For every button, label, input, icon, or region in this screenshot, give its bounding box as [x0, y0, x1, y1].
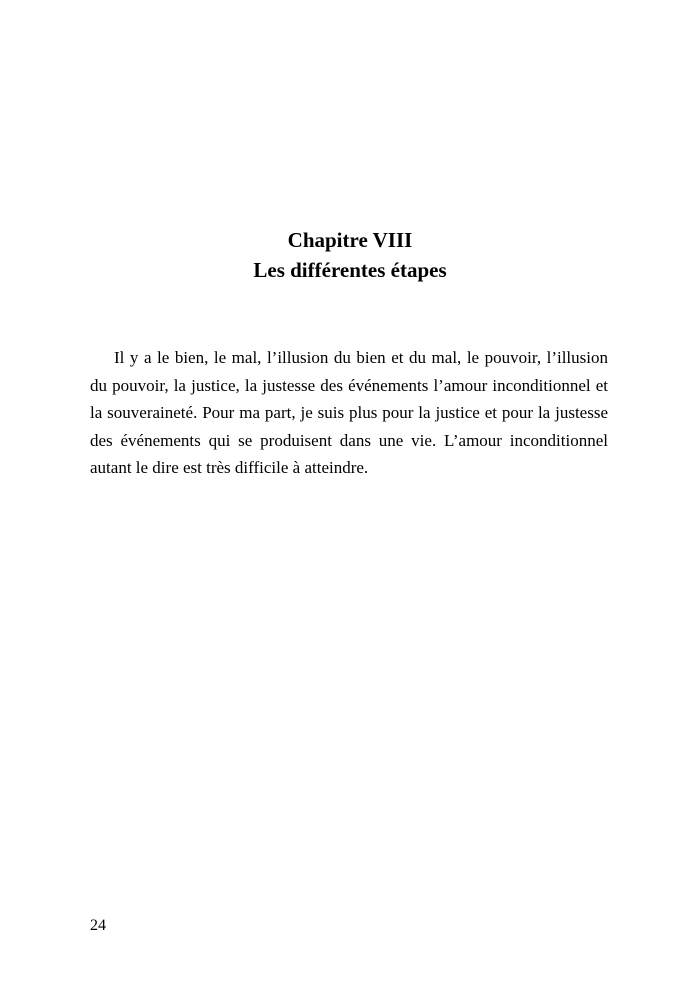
chapter-number: Chapitre VIII [287, 228, 413, 252]
chapter-title: Les différentes étapes [253, 258, 447, 282]
page-number: 24 [90, 917, 106, 934]
body-paragraph: Il y a le bien, le mal, l’illusion du bien et du mal, le pouvoir, l’illusion du pouvoir, la justice, la justesse des événements l’amour inconditionnel et la souveraineté. Pour ma part, je suis plus pour la justice et pour la justesse des événements qui se produisent dans une vie. L’amour inconditionnel autant le dire est très difficile à atteindre. [90, 348, 608, 477]
chapter-heading [0, 225, 700, 285]
